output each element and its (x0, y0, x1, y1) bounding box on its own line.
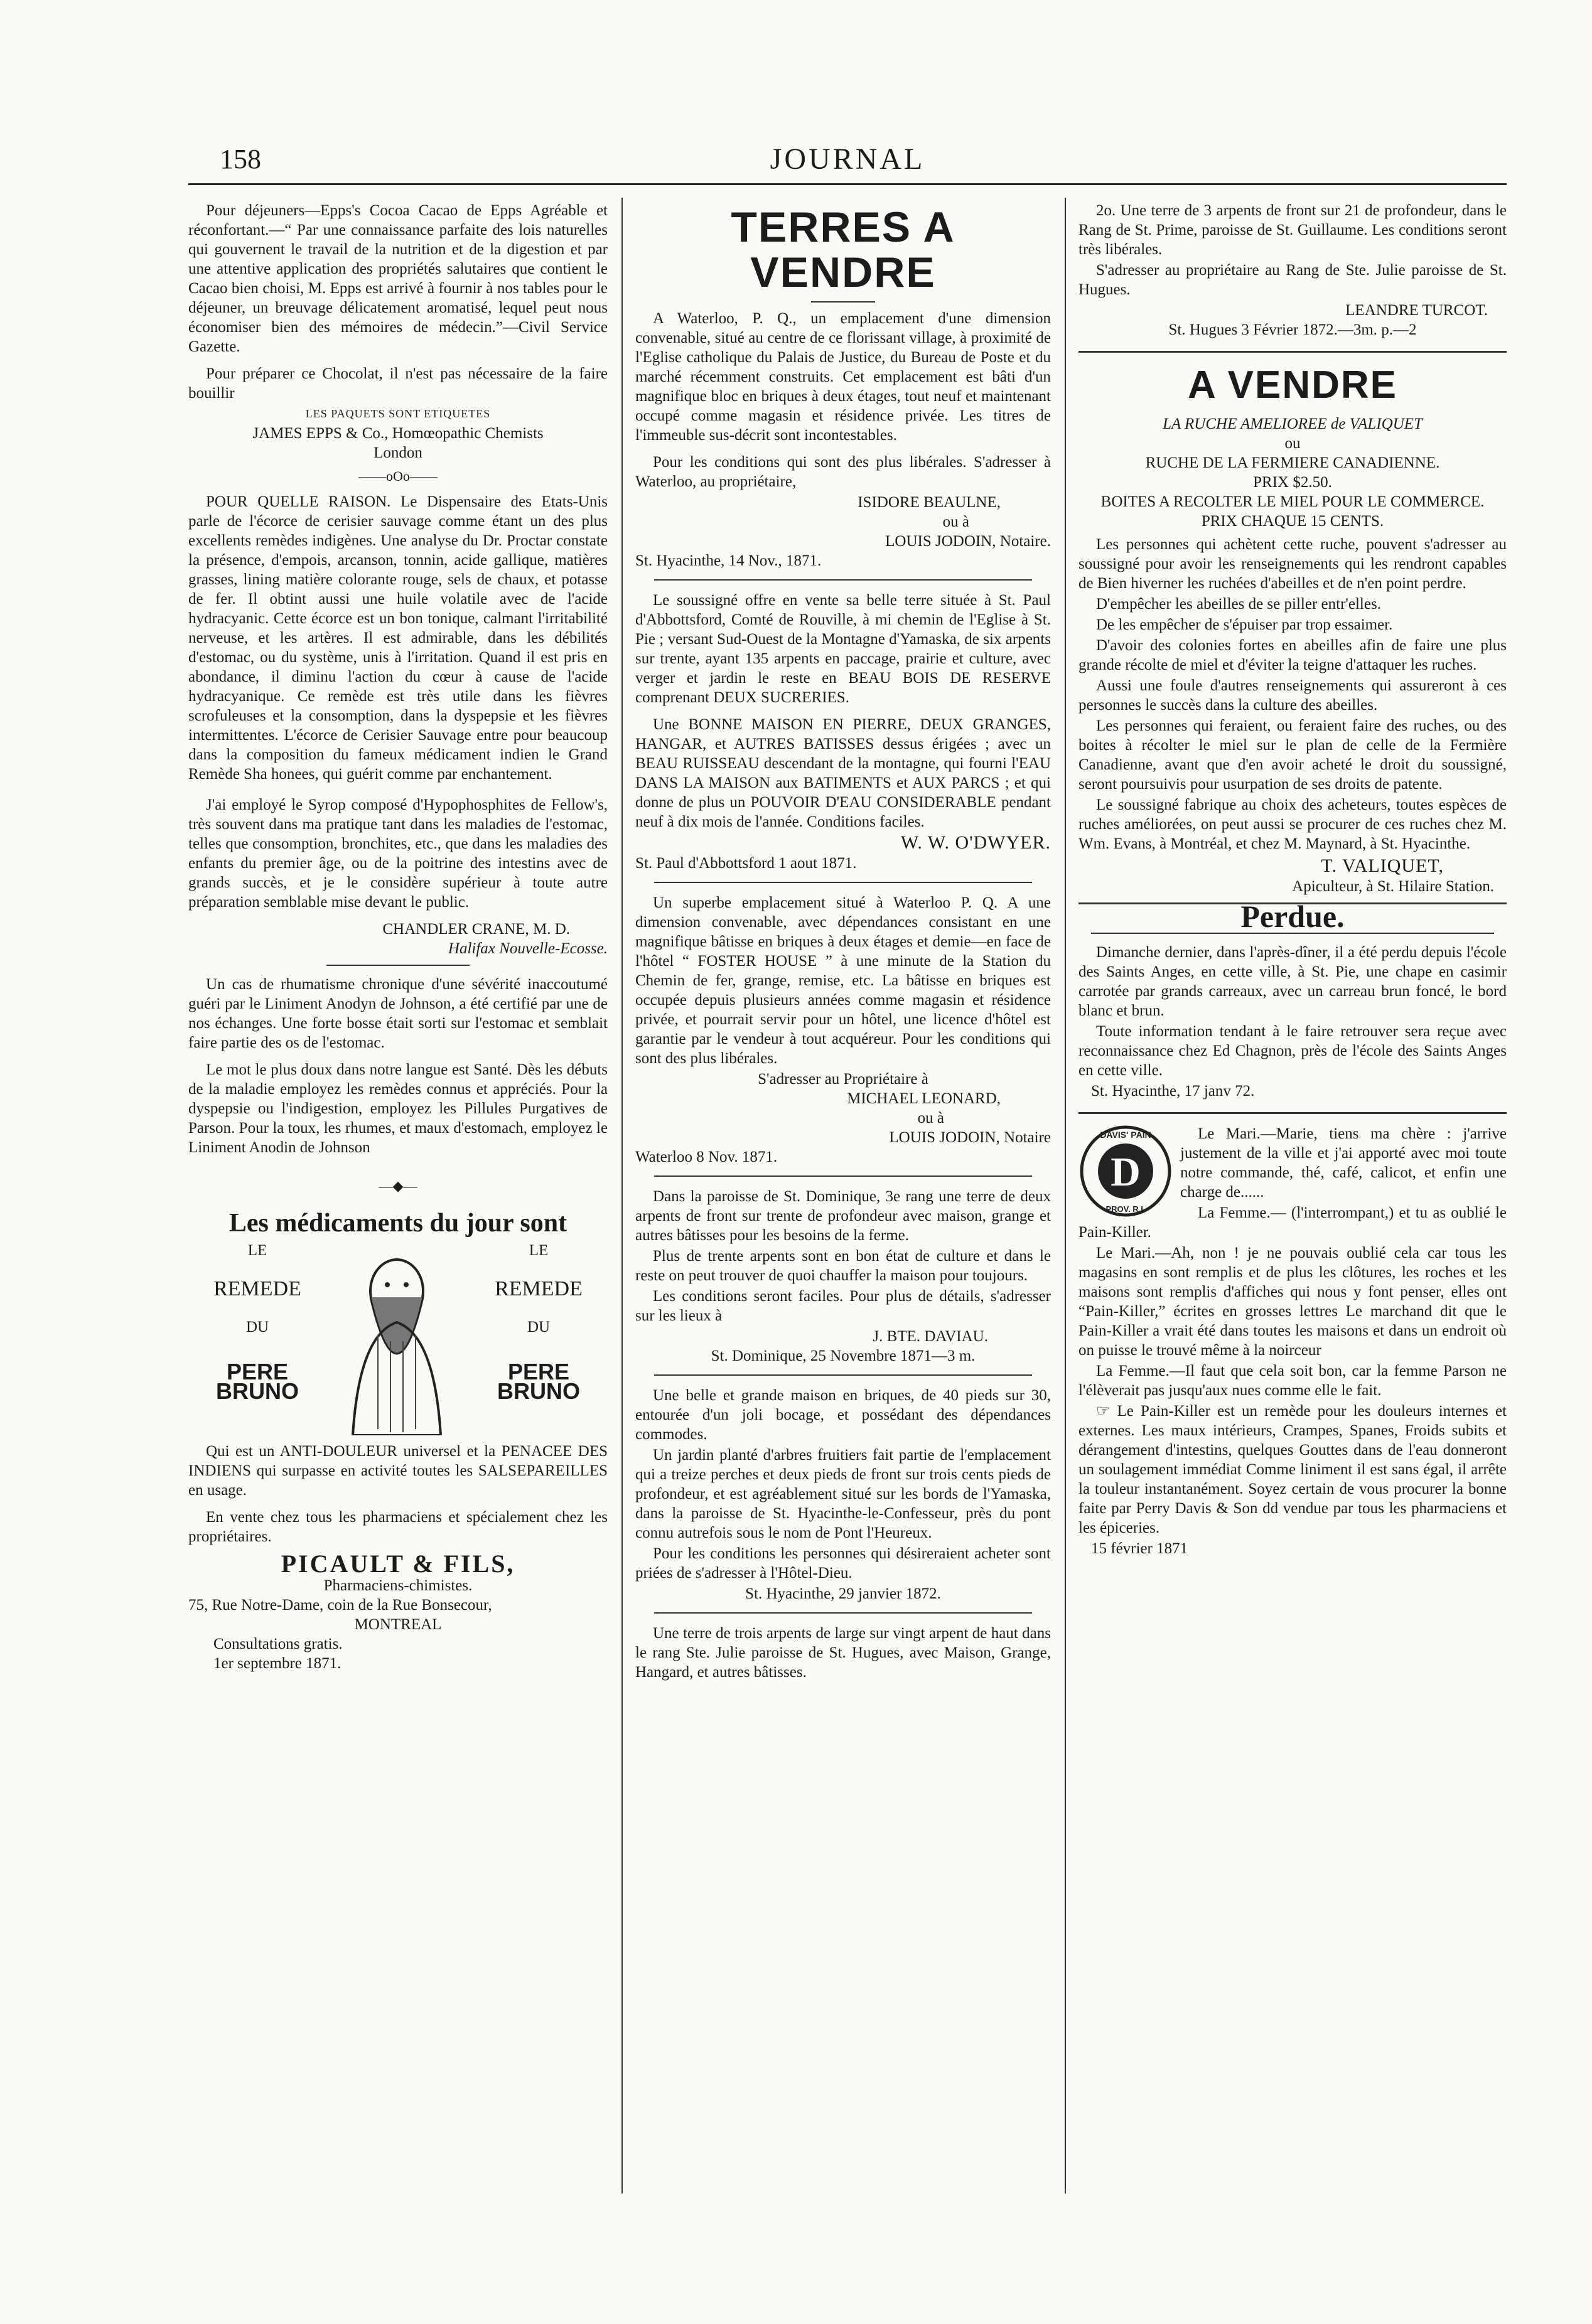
dominique-ad-culture: Plus de trente arpents sont en bon état de culture et dans le reste on peut trouver de quoi chauffer la maison pour toujours. (635, 1248, 1051, 1284)
bruno-name: PERE BRUNO (497, 1359, 580, 1404)
separator (654, 1612, 1032, 1614)
bruno-name: PERE BRUNO (216, 1359, 299, 1404)
painkiller-dialogue: La Femme.—Il faut que cela soit bon, car la femme Parson ne l'élèverait pas jusqu'aux nues comme elle le fait. (1078, 1363, 1507, 1399)
signature: LOUIS JODOIN, Notaire. (885, 533, 1051, 550)
picault-consult: Consultations gratis. (213, 1636, 343, 1652)
painkiller-dialogue: Le Mari.—Ah, non ! je ne pouvais oublié cela car tous les magasins en sont remplis et de plus les clôtures, les roches et les maisons sont remplis d'affiches qui nous y font penser, elles ont “Pain-Killer,” écrites en grosses lettres Le marchand dit que le Pain-Killer a vrait été dans toutes les maisons et dans un endroit où on puisse le trouvé même à la noirceur (1078, 1245, 1507, 1359)
page-header (188, 138, 1507, 182)
painkiller-description: ☞ Le Pain-Killer est un remède pour les douleurs internes et externes. Les maux intérieurs, Crampes, Spanes, Froids subits et dérangement d'intestins, quelques Gouttes dans de l'eau donneront un soulagement immédiat Comme liniment il est sans égal, il arrête la touleur instantanément. Soyez certain de vous procurer la bonne faite par Perry Davis & Son dd vendue par tous les pharmaciens et les épiceries. (1078, 1403, 1507, 1536)
separator (326, 965, 470, 966)
bruno-le: LE (529, 1242, 549, 1259)
epps-ad-note: Pour préparer ce Chocolat, il n'est pas nécessaire de la faire bouillir (188, 365, 608, 402)
signature: LEANDRE TURCOT. (1345, 302, 1488, 319)
ruche-text: D'avoir des colonies fortes en abeilles afin de faire une plus grande récolte de miel et d'éviter la teigne d'attaquer les ruches. (1078, 637, 1507, 673)
column-2 (635, 201, 1051, 1689)
abbotsford-ad: Le soussigné offre en vente sa belle terre située à St. Paul d'Abbottsford, Comté de Rouville, à mi chemin de l'Eglise à St. Pie ; versant Sud-Ouest de la Montagne d'Yamaska, de six arpents sur trente, ayant 135 arpents en paccage, prairie et culture, avec verger et jardin le reste en BEAU BOIS DE RESERVE comprenant DEUX SUCRERIES. (635, 592, 1051, 706)
avendre-title: A VENDRE (1187, 363, 1398, 407)
header-rule (188, 183, 1507, 185)
dominique-ad: Dans la paroisse de St. Dominique, 3e rang une terre de deux arpents de front sur trente de profondeur avec maison, grange et autres bâtisses pour les besoins de la ferme. (635, 1188, 1051, 1244)
health-notice: Le mot le plus doux dans notre langue est Santé. Dès les débuts de la maladie employez les remèdes connus et appréciés. Pour la dyspepsie ou l'indigestion, employez les Pillules Purgatives de Parson. Pour la toux, les rhumes, et maux d'estomach, employez le Liniment Anodin de Johnson (188, 1061, 608, 1156)
picault-address: 75, Rue Notre-Dame, coin de la Rue Bonsecour, (188, 1597, 492, 1614)
picault-name: PICAULT & FILS, (281, 1550, 515, 1578)
signature: LOUIS JODOIN, Notaire (889, 1129, 1051, 1146)
separator: ——oOo—— (358, 468, 438, 484)
st-prime-ad: 2o. Une terre de 3 arpents de front sur 21 de profondeur, dans le Rang de St. Prime, paroisse de St. Guillaume. Les conditions seront très libérales. (1078, 202, 1507, 258)
column-divider (1065, 198, 1066, 2193)
rheumatism-notice: Un cas de rhumatisme chronique d'une sévérité inaccoutumé guéri par le Liniment Anodyn de Johnson, a été certifié par une de nos échanges. Une forte bosse était sorti sur l'estomac et semblait faire partie des os de l'estomac. (188, 976, 608, 1051)
waterloo-superbe-ad: Un superbe emplacement situé à Waterloo P. Q. A une dimension convenable, avec dépendances consistant en une magnifique bâtisse en briques à deux étages et demie—en face de l'hôtel “ FOSTER HOUSE ” à une minute de la Station du Chemin de fer, grange, remise, etc. La bâtisse en briques est occupée depuis plusieurs années comme magasin et résidence privée, et pourrait servir pour un hôtel, une licence d'hôtel est garantie par le vendeur à tout acquéreur. Pour les conditions qui sont des plus libérales. (635, 894, 1051, 1067)
ruche-price: PRIX $2.50. (1253, 474, 1332, 491)
waterloo-ad: A Waterloo, P. Q., un emplacement d'une dimension convenable, situé au centre de ce florissant village, à proximité de l'Eglise catholique du Palais de Justice, du Bureau de Poste et du marché récemment construits. Cet emplacement est bâti d'un magnifique bloc en briques à deux étages, tout neuf et maintenant occupé comme magasin et résidence privée. Les titres de l'immeuble sus-décrit sont incontestables. (635, 310, 1051, 444)
ruche-text: D'empêcher les abeilles de se piller entr'elles. (1096, 596, 1381, 613)
newspaper-page (188, 138, 1507, 2222)
separator (811, 301, 875, 303)
brick-house-conditions: Pour les conditions les personnes qui désireraient acheter sont priées de s'adresser à l'Hôtel-Dieu. (635, 1545, 1051, 1582)
dominique-ad-conditions: Les conditions seront faciles. Pour plus de détails, s'adresser sur les lieux à (635, 1288, 1051, 1324)
separator (1078, 1112, 1507, 1114)
epps-ad-company: JAMES EPPS & Co., Homœopathic Chemists (252, 425, 544, 442)
separator (1078, 351, 1507, 353)
svg-text:DAVIS' PAIN: DAVIS' PAIN (1100, 1130, 1151, 1140)
perdue-text: Dimanche dernier, dans l'après-dîner, il a été perdu depuis l'école des Saints Anges, en cette ville, à St. Pie, une chape en casimir carrotée par grands carreaux, avec un carreau brun foncé, le bord blanc et brun. (1078, 944, 1507, 1019)
separator (654, 579, 1032, 581)
testimonial-signature: CHANDLER CRANE, M. D. (382, 921, 570, 938)
ruche-text: De les empêcher de s'épuiser par trop essaimer. (1096, 616, 1393, 633)
svg-text:D: D (1111, 1149, 1141, 1195)
ruche-subtitle: RUCHE DE LA FERMIERE CANADIENNE. (1145, 454, 1440, 471)
signature: MICHAEL LEONARD, (847, 1090, 1001, 1107)
picault-date: 1er septembre 1871. (213, 1655, 342, 1672)
signature: ISIDORE BEAULNE, (858, 494, 1001, 511)
svg-text:PROV. R.I.: PROV. R.I. (1105, 1204, 1146, 1214)
separator (654, 882, 1032, 883)
picault-title: Pharmaciens-chimistes. (323, 1577, 473, 1594)
abbotsford-ad-buildings: Une BONNE MAISON EN PIERRE, DEUX GRANGES, HANGAR, et AUTRES BATISSES dessus érigées ; avec un BEAU RUISSEAU descendant de la montagne, qui fourni l'EAU DANS LA MAISON aux BATIMENTS et AUX PARCS ; et qui donne de plus un POUVOIR D'EAU CONSIDERABLE pendant neuf à dix mois de l'année. Conditions faciles. (635, 716, 1051, 830)
bruno-right-label (470, 1241, 608, 1404)
brick-house-ad: Une belle et grande maison en briques, de 40 pieds sur 30, entourée d'un joli bocage, et possédant des dépendances commodes. (635, 1387, 1051, 1443)
monk-portrait-icon (334, 1247, 460, 1435)
dateline: Waterloo 8 Nov. 1871. (635, 1149, 778, 1165)
separator: —◆— (379, 1178, 417, 1194)
waterloo-contact: S'adresser au Propriétaire à (758, 1071, 928, 1088)
ruche-text: Les personnes qui achètent cette ruche, pouvent s'adresser au soussigné pour avoir les renseignements qui les rendront capables de Bien hiverner les ruchées d'abeilles et de n'en point perdre. (1078, 536, 1507, 592)
dateline: St. Hugues 3 Février 1872.—3m. p.—2 (1168, 321, 1417, 338)
column-divider (621, 198, 623, 2193)
column-1 (188, 201, 608, 1673)
cherry-bark-article: POUR QUELLE RAISON. Le Dispensaire des Etats-Unis parle de l'écorce de cerisier sauvage comme étant un des plus excellents remèdes indigènes. Une analyse du Dr. Proctar constate la présence, d'empois, arcanson, tonnin, acide gallique, matières grasses, lining matière colorante rouge, sels de chaux, et potasse de fer. Il obtint aussi une huile volatile avec de l'acide hydracyanic. Cette écorce est un bon tonique, calmant l'irritabilité nerveuse, et les artères. Il est admirable, dans les débilités d'estomac, ou du système, unis à l'irritation. Quand il est pris en abondance, il diminu l'action du cœur à cause de l'acide hydracyanique. Ce remède est très utile dans les fièvres scrofuleuses et la consomption, dans la dyspepsie et les fièvres intermittentes. L'écorce de Cerisier Sauvage entre pour beaucoup dans la composition du fameux médicament indien le Grand Remède Sha honees, qui guérit comme par enchantement. (188, 493, 608, 783)
signature: W. W. O'DWYER. (900, 832, 1051, 853)
st-prime-contact: S'adresser au propriétaire au Rang de Ste. Julie paroisse de St. Hugues. (1078, 262, 1507, 298)
bruno-left-label (188, 1241, 326, 1404)
page-title: JOURNAL (770, 142, 925, 176)
dateline: St. Hyacinthe, 29 janvier 1872. (745, 1585, 941, 1602)
bruno-ad-sale: En vente chez tous les pharmaciens et spécialement chez les propriétaires. (188, 1509, 608, 1545)
dateline: St. Hyacinthe, 14 Nov., 1871. (635, 552, 822, 569)
epps-ad-text: Pour déjeuners—Epps's Cocoa Cacao de Epps Agréable et réconfortant.—“ Par une connaissance parfaite des lois naturelles qui gouvernent le travail de la nutrition et de la digestion et par une attentive application des propriétés salutaires que contient le Cacao bien choisi, M. Epps est arrivé à fournir à nos tables pour le déjeuner, un breuvage délicatement aromatisé, lequel peut nous économiser bien des mémoires de médecin.”—Civil Service Gazette. (188, 202, 608, 355)
ste-julie-ad: Une terre de trois arpents de large sur vingt arpent de haut dans le rang Ste. Julie paroisse de St. Hugues, avec Maison, Grange, Hangard, et autres bâtisses. (635, 1625, 1051, 1681)
hypophosphites-testimonial: J'ai employé le Syrop composé d'Hypophosphites de Fellow's, très souvent dans ma pratique tant dans les maladies de l'estomac, telles que consomption, bronchites, etc., que dans les maladies des enfants du premier âge, ou de la poitrine des intestins avec de grands succès, et je le considère supérieur à toute autre préparation semblable mise devant le public. (188, 796, 608, 911)
epps-ad-label: LES PAQUETS SONT ETIQUETES (305, 407, 491, 420)
picault-city: MONTREAL (354, 1616, 442, 1633)
signature-title: Apiculteur, à St. Hilaire Station. (1292, 878, 1494, 895)
bruno-du: DU (527, 1319, 551, 1336)
dateline: St. Dominique, 25 Novembre 1871—3 m. (711, 1347, 976, 1364)
page-number: 158 (220, 144, 261, 174)
terres-title: TERRES A VENDRE (731, 203, 955, 296)
perdue-text: Toute information tendant à le faire retrouver sera reçue avec reconnaissance chez Ed Chagnon, près de l'école des Saints Anges en cette ville. (1078, 1023, 1507, 1079)
separator (654, 1374, 1032, 1376)
bruno-remede: REMEDE (213, 1277, 301, 1300)
testimonial-location: Halifax Nouvelle-Ecosse. (448, 940, 608, 957)
dateline: 15 février 1871 (1091, 1540, 1188, 1557)
perry-davis-badge-icon (1078, 1124, 1173, 1218)
ruche-text: Aussi une foule d'autres renseignements qui assureront à ces personnes le succès dans la culture des abeilles. (1078, 677, 1507, 714)
painkiller-dialogue: La Femme.— (l'interrompant,) et tu as oublié le Pain-Killer. (1078, 1204, 1507, 1241)
signature: T. VALIQUET, (1321, 855, 1444, 876)
bruno-du: DU (245, 1319, 269, 1336)
bruno-ad-text: Qui est un ANTI-DOULEUR universel et la PENACEE DES INDIENS qui surpasse en activité toutes les SALSEPAREILLES en usage. (188, 1443, 608, 1499)
dateline: St. Paul d'Abbottsford 1 aout 1871. (635, 855, 857, 872)
signature-or: ou à (942, 513, 969, 530)
column-3 (1078, 201, 1507, 1558)
ruche-text: Les personnes qui feraient, ou feraient faire des ruches, ou des boites à récolter le miel sur le plan de celle de la Fermière Canadienne, avant que d'en avoir acheté le droit du soussigné, seront poursuivis pour usurpation de ses droits de patente. (1078, 717, 1507, 793)
ruche-text: Le soussigné fabrique au choix des acheteurs, toutes espèces de ruches améliorées, on peut aussi se procurer de ces ruches chez M. Wm. Evans, à Montréal, et chez M. Maynard, à St. Hyacinthe. (1078, 796, 1507, 852)
bruno-le: LE (247, 1242, 267, 1259)
boites-price: PRIX CHAQUE 15 CENTS. (1201, 513, 1384, 530)
signature-or: ou à (917, 1110, 944, 1127)
bruno-ad (188, 1241, 608, 1442)
bruno-ad-title: Les médicaments du jour sont (229, 1209, 567, 1238)
signature: J. BTE. DAVIAU. (873, 1328, 988, 1345)
separator (654, 1175, 1032, 1177)
ruche-title: LA RUCHE AMELIOREE de VALIQUET (1163, 415, 1423, 432)
waterloo-conditions: Pour les conditions qui sont des plus libérales. S'adresser à Waterloo, au propriétaire, (635, 454, 1051, 490)
ruche-or: ou (1284, 435, 1301, 452)
perdue-title: Perdue. (1240, 899, 1345, 934)
brick-house-garden: Un jardin planté d'arbres fruitiers fait partie de l'emplacement qui a treize perches et deux pieds de front sur trois cents pieds de profondeur, et est agréablement situé sur les bords de l'Yamaska, dans la paroisse de St. Hyacinthe-le-Confesseur, près du pont connu autrefois sous le nom de Pont l'Heureux. (635, 1447, 1051, 1541)
painkiller-dialogue: Le Mari.—Marie, tiens ma chère : j'arrive justement de la ville et j'ai apporté avec moi toute notre commande, thé, café, calicot, et enfin une charge de...... (1180, 1125, 1507, 1201)
bruno-remede: REMEDE (495, 1277, 583, 1300)
epps-ad-city: London (374, 444, 422, 461)
dateline: St. Hyacinthe, 17 janv 72. (1091, 1083, 1255, 1100)
boites-title: BOITES A RECOLTER LE MIEL POUR LE COMMERCE. (1100, 493, 1485, 510)
painkiller-ad (1078, 1124, 1507, 1242)
